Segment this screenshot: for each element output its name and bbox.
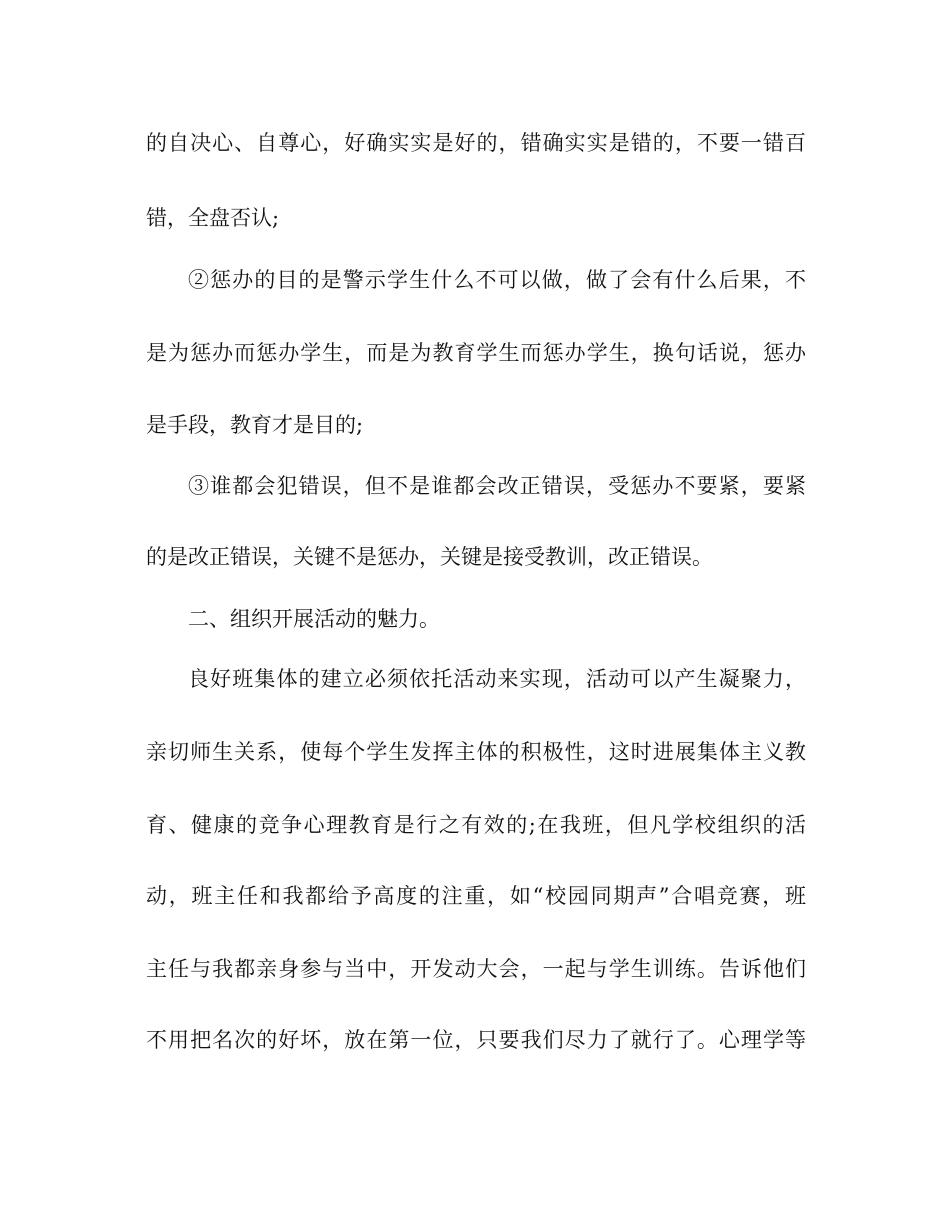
text-line: 是手段，教育才是目的; bbox=[146, 413, 364, 437]
text-line: 不用把名次的好坏，放在第一位，只要我们尽力了就行了。心理学等 bbox=[146, 1028, 806, 1052]
text-line: 动，班主任和我都给予高度的注重，如“校园同期声”合唱竞赛，班 bbox=[146, 884, 806, 908]
text-line: ②惩办的目的是警示学生什么不可以做，做了会有什么后果，不 bbox=[188, 268, 806, 292]
text-line: 的自决心、自尊心，好确实实是好的，错确实实是错的，不要一错百 bbox=[146, 131, 806, 155]
section-heading: 二、组织开展活动的魅力。 bbox=[188, 607, 440, 631]
text-line: 的是改正错误，关键不是惩办，关键是接受教训，改正错误。 bbox=[146, 545, 713, 569]
text-line: 亲切师生关系，使每个学生发挥主体的积极性，这时进展集体主义教 bbox=[146, 740, 806, 764]
text-line: ③谁都会犯错误，但不是谁都会改正错误，受惩办不要紧，要紧 bbox=[188, 474, 806, 498]
text-line: 良好班集体的建立必须依托活动来实现，活动可以产生凝聚力， bbox=[188, 667, 806, 691]
text-line: 是为惩办而惩办学生，而是为教育学生而惩办学生，换句话说，惩办 bbox=[146, 341, 806, 365]
text-line: 错，全盘否认; bbox=[146, 206, 280, 230]
text-line: 育、健康的竞争心理教育是行之有效的;在我班，但凡学校组织的活 bbox=[146, 813, 806, 837]
text-line: 主任与我都亲身参与当中，开发动大会，一起与学生训练。告诉他们 bbox=[146, 957, 806, 981]
